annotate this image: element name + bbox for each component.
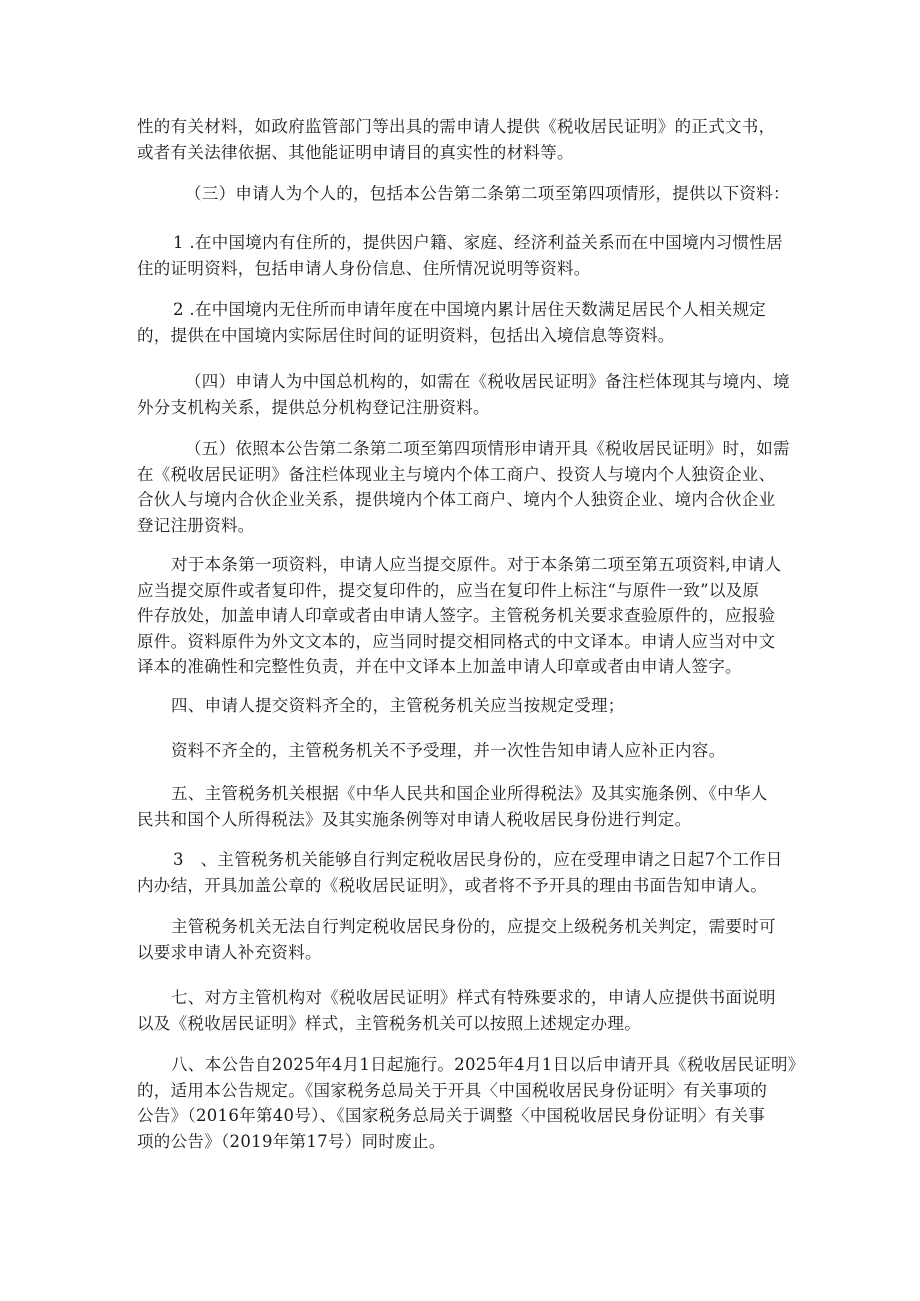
text-line: 件存放处，加盖申请人印章或者由申请人签字。主管税务机关要求查验原件的，应报验 xyxy=(137,606,776,625)
paragraph-effective-date xyxy=(137,1052,805,1154)
text-line: 项的公告》（2019年第17号）同时废止。 xyxy=(137,1131,446,1151)
text-line: （三）申请人为个人的，包括本公告第二条第二项至第四项情形，提供以下资料： xyxy=(185,184,790,203)
text-line: 或者有关法律依据、其他能证明申请目的真实性的材料等。 xyxy=(137,142,574,162)
text-line: 内办结，开具加盖公章的《税收居民证明》，或者将不予开具的理由书面告知申请人。 xyxy=(137,875,768,895)
text-line: 八、本公告自2025年4月1日起施行。2025年4月1日以后申请开具《税收居民证明》 xyxy=(171,1055,805,1074)
text-line: 七、对方主管机构对《税收居民证明》样式有特殊要求的，申请人应提供书面说明 xyxy=(171,988,776,1007)
paragraph-determination xyxy=(137,781,787,832)
text-line: （五）依照本公告第二条第二项至第四项情形申请开具《税收居民证明》时，如需 xyxy=(185,439,790,458)
paragraph-head-office xyxy=(137,369,790,420)
text-line: 应当提交原件或者复印件，提交复印件的，应当在复印件上标注“与原件一致”以及原 xyxy=(137,580,760,600)
text-line: 合伙人与境内合伙企业关系，提供境内个体工商户、境内个人独资企业、境内合伙企业 xyxy=(137,490,776,509)
text-line: 以及《税收居民证明》样式，主管税务机关可以按照上述规定办理。 xyxy=(137,1013,641,1033)
text-line: 五、主管税务机关根据《中华人民共和国企业所得税法》及其实施条例、《中华人 xyxy=(171,784,768,803)
text-line: 3 、主管税务机关能够自行判定税收居民身份的，应在受理申请之日起7个工作日 xyxy=(173,850,783,869)
text-line: 性的有关材料，如政府监管部门等出具的需申请人提供《税收居民证明》的正式文书， xyxy=(137,117,776,136)
paragraph-continuation xyxy=(137,114,787,165)
text-line: 的，提供在中国境内实际居住时间的证明资料，包括出入境信息等资料。 xyxy=(137,325,675,345)
paragraph-rejection xyxy=(137,738,787,764)
text-line: 登记注册资料。 xyxy=(137,515,255,535)
paragraph-registration-materials xyxy=(137,436,790,538)
text-line: 对于本条第一项资料，申请人应当提交原件。对于本条第二项至第五项资料,申请人 xyxy=(171,555,782,574)
text-line: 主管税务机关无法自行判定税收居民身份的，应提交上级税务机关判定，需要时可 xyxy=(171,917,776,936)
text-line: 外分支机构关系，提供总分机构登记注册资料。 xyxy=(137,397,490,417)
text-line: 1 .在中国境内有住所的，提供因户籍、家庭、经济利益关系而在中国境内习惯性居 xyxy=(173,233,783,252)
paragraph-item-2 xyxy=(137,297,787,348)
text-line: 民共和国个人所得税法》及其实施条例等对申请人税收居民身份进行判定。 xyxy=(137,809,692,829)
paragraph-item-1 xyxy=(137,230,787,281)
text-line: 资料不齐全的，主管税务机关不予受理，并一次性告知申请人应补正内容。 xyxy=(171,741,726,760)
text-line: 原件。资料原件为外文文本的，应当同时提交相同格式的中文译本。申请人应当对中文 xyxy=(137,631,776,651)
text-line: （四）申请人为中国总机构的，如需在《税收居民证明》备注栏体现其与境内、境 xyxy=(185,372,790,391)
text-line: 四、申请人提交资料齐全的，主管税务机关应当按规定受理； xyxy=(171,696,625,715)
text-line: 公告》（2016年第40号）、《国家税务总局关于调整〈中国税收居民身份证明〉有关事 xyxy=(137,1106,766,1125)
text-line: 在《税收居民证明》备注栏体现业主与境内个体工商户、投资人与境内个人独资企业、 xyxy=(137,464,776,484)
text-line: 以要求申请人补充资料。 xyxy=(137,942,322,962)
paragraph-original-copies xyxy=(137,552,787,680)
paragraph-superior-review xyxy=(137,914,787,965)
text-line: 住的证明资料，包括申请人身份信息、住所情况说明等资料。 xyxy=(137,258,591,278)
text-line: 2 .在中国境内无住所而申请年度在中国境内累计居住天数满足居民个人相关规定 xyxy=(173,300,767,319)
paragraph-special-format xyxy=(137,985,787,1036)
text-line: 译本的准确性和完整性负责，并在中文译本上加盖申请人印章或者由申请人签字。 xyxy=(137,657,742,676)
paragraph-acceptance xyxy=(137,693,787,719)
text-line: 的，适用本公告规定。《国家税务总局关于开具〈中国税收居民身份证明〉有关事项的 xyxy=(137,1080,768,1100)
paragraph-processing-time xyxy=(137,847,787,898)
paragraph-individual-applicant xyxy=(185,181,835,207)
